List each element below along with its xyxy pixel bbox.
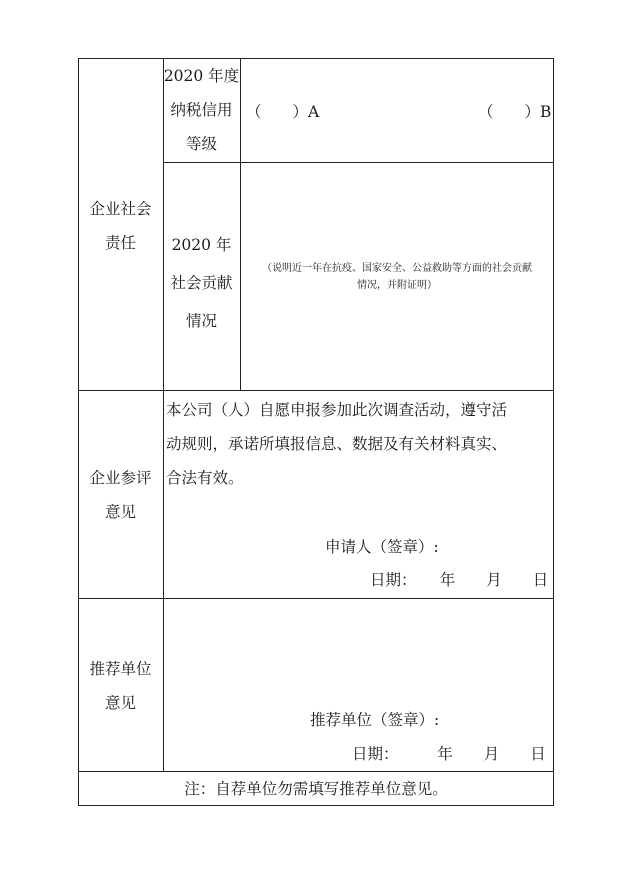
recommender-signature-label: 推荐单位（签章）: — [310, 711, 440, 729]
tax-credit-label: 2020 年度 纳税信用 等级 — [163, 67, 240, 153]
application-form-table — [78, 58, 554, 806]
applicant-date-label: 日期： 年 月 日 — [370, 571, 549, 589]
recommendation-opinion-label: 推荐单位 意见 — [89, 660, 152, 712]
social-responsibility-label: 企业社会 责任 — [89, 200, 152, 252]
border-right — [553, 58, 554, 806]
divider-sublabel-column — [240, 58, 241, 390]
tax-credit-option-a[interactable]: （ ）A — [246, 103, 320, 121]
note-text: 注：自荐单位勿需填写推荐单位意见。 — [184, 780, 448, 798]
divider-label-column — [163, 58, 164, 771]
recommender-date-label: 日期： 年 月 日 — [352, 745, 546, 763]
participation-statement: 本公司（人）自愿申报参加此次调查活动，遵守活 动规则，承诺所填报信息、数据及有关材料真实、 合法有效。 — [166, 401, 508, 487]
border-top — [78, 58, 554, 59]
tax-credit-option-b[interactable]: （ ）B — [478, 103, 552, 121]
social-contribution-label: 2020 年 社会贡献 情况 — [170, 236, 233, 330]
divider-social-opinion — [78, 390, 554, 391]
divider-opinion-recommend — [78, 598, 554, 599]
divider-tax-contribution — [163, 162, 554, 163]
social-contribution-hint: （说明近一年在抗疫、国家安全、公益救助等方面的社会贡献 情况，并附证明） — [262, 263, 532, 291]
applicant-signature-label: 申请人（签章）: — [325, 538, 439, 556]
participation-opinion-label: 企业参评 意见 — [89, 469, 152, 521]
